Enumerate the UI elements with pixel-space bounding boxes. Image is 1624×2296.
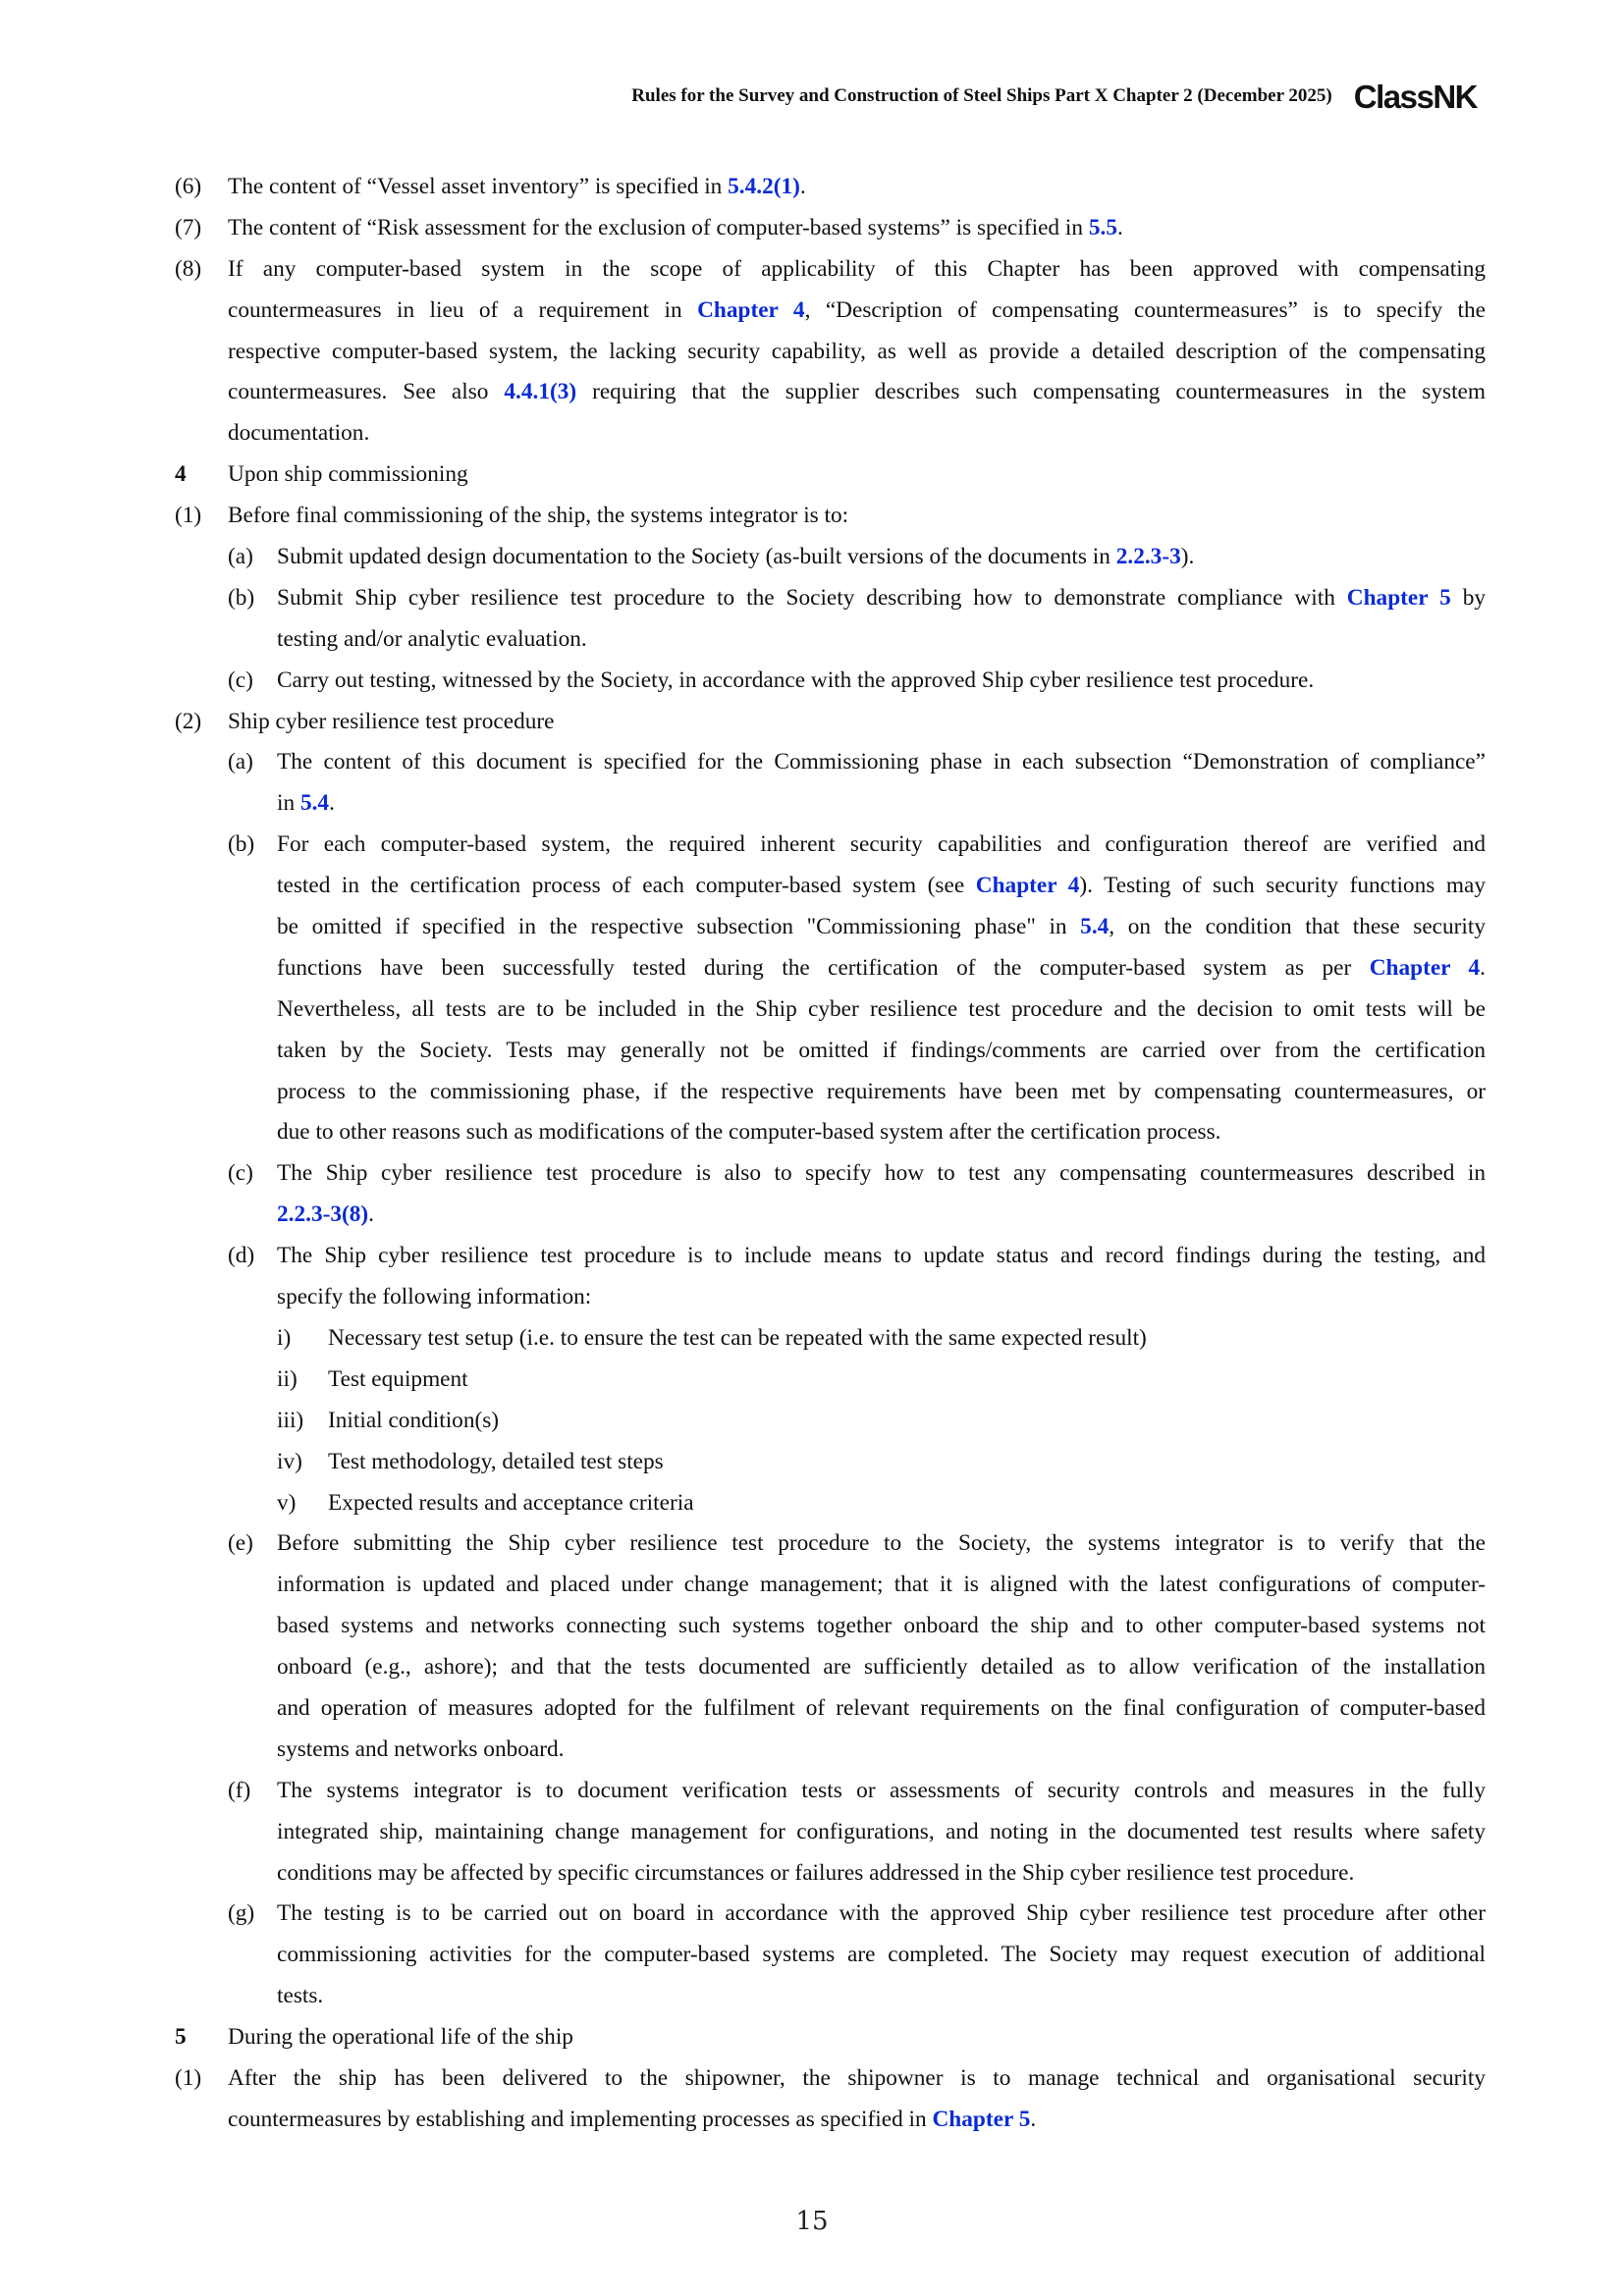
cross-reference-link[interactable]: 5.5 [1088, 214, 1117, 240]
text-run: in [277, 790, 300, 817]
text-run: . [1116, 214, 1123, 240]
text-run: Necessary test setup (i.e. to ensure the test can be repeated with the same expected result) [328, 1324, 1147, 1351]
text-run: The Ship cyber resilience test procedure is to include means to update status and record findings during the testing, and [277, 1243, 1486, 1269]
cross-reference-link[interactable]: 2.2.3-3(8) [277, 1201, 369, 1228]
list-marker: iv) [277, 1448, 302, 1474]
text-run: requiring that the supplier describes such compensating countermeasures in the system [576, 379, 1486, 405]
list-marker: (7) [175, 214, 202, 240]
text-line [175, 1688, 1486, 1730]
list-marker: 5 [175, 2024, 187, 2051]
text-run: Carry out testing, witnessed by the Society, in accordance with the approved Ship cyber resilience test procedure. [277, 667, 1315, 693]
list-marker: v) [277, 1489, 297, 1516]
text-line [175, 1072, 1486, 1113]
text-run: ). Testing of such security functions may [1079, 873, 1486, 899]
text-line [175, 291, 1486, 332]
text-line [175, 1195, 1486, 1236]
line-text [277, 866, 1486, 907]
text-line [175, 578, 1486, 619]
text-run: During the operational life of the ship [228, 2024, 573, 2051]
text-line [175, 332, 1486, 373]
text-run: functions have been successfully tested during the certification of the computer-based system as per [277, 954, 1370, 981]
list-marker: (2) [175, 708, 202, 734]
text-run: tests. [277, 1983, 324, 2009]
text-line [175, 372, 1486, 413]
line-text [228, 454, 1486, 496]
text-line [175, 742, 1486, 783]
line-text [277, 1688, 1486, 1730]
text-run: The content of “Vessel asset inventory” is specified in [228, 174, 729, 199]
line-text [277, 1565, 1486, 1606]
text-line [175, 1771, 1486, 1812]
document-body [175, 167, 1486, 2141]
line-text [328, 1442, 1486, 1483]
line-text [277, 1072, 1486, 1113]
line-text [277, 1031, 1486, 1072]
text-line [175, 1523, 1486, 1565]
text-line [175, 1812, 1486, 1853]
text-line [175, 1565, 1486, 1606]
text-line [175, 1153, 1486, 1195]
line-text [328, 1483, 1486, 1524]
line-text [277, 1935, 1486, 1976]
text-run: based systems and networks connecting such systems together onboard the ship and to other computer-based systems not [277, 1613, 1486, 1639]
line-text [228, 372, 1486, 413]
text-line [175, 948, 1486, 989]
list-marker: iii) [277, 1407, 304, 1433]
line-text [228, 413, 1486, 454]
list-marker: 4 [175, 461, 187, 488]
text-run: tested in the certification process of each computer-based system (see [277, 873, 976, 899]
text-run: Test equipment [328, 1365, 468, 1392]
text-run: . [1030, 2106, 1037, 2132]
text-line [175, 1935, 1486, 1976]
line-text [277, 783, 1486, 825]
line-text [277, 619, 1486, 661]
line-text [328, 1360, 1486, 1401]
text-run: After the ship has been delivered to the shipowner, the shipowner is to manage technical and organisational security [228, 2064, 1486, 2091]
text-run: by [1450, 584, 1486, 611]
text-run: taken by the Society. Tests may generally not be omitted if findings/comments are carried over from the certification [277, 1037, 1486, 1063]
line-text [277, 1277, 1486, 1318]
text-line [175, 454, 1486, 496]
line-text [277, 1812, 1486, 1853]
list-marker: (1) [175, 2064, 202, 2091]
line-text [277, 661, 1486, 702]
text-line [175, 1401, 1486, 1442]
line-text [277, 1730, 1486, 1771]
cross-reference-link[interactable]: Chapter 4 [975, 873, 1080, 899]
line-text [328, 1401, 1486, 1442]
text-run: . [329, 790, 335, 817]
line-text [328, 1318, 1486, 1360]
line-text [228, 2100, 1486, 2141]
list-marker: (e) [228, 1530, 253, 1557]
text-line [175, 1277, 1486, 1318]
text-run: The content of “Risk assessment for the exclusion of computer-based systems” is specified in [228, 214, 1089, 240]
list-marker: (a) [228, 749, 253, 775]
text-run: . [368, 1201, 374, 1228]
text-run: process to the commissioning phase, if the respective requirements have been met by compensating countermeasures, or [277, 1078, 1486, 1104]
line-text [277, 1647, 1486, 1688]
line-text [228, 291, 1486, 332]
text-run: The testing is to be carried out on board in accordance with the approved Ship cyber resilience test procedure after other [277, 1900, 1486, 1927]
text-run: Submit updated design documentation to the Society (as-built versions of the documents in [277, 544, 1116, 570]
text-run: Test methodology, detailed test steps [328, 1448, 664, 1474]
list-marker: (f) [228, 1777, 251, 1803]
line-text [277, 948, 1486, 989]
line-text [277, 742, 1486, 783]
text-run: Nevertheless, all tests are to be included in the Ship cyber resilience test procedure and the decision to omit tests will be [277, 995, 1486, 1022]
text-run: onboard (e.g., ashore); and that the tests documented are sufficiently detailed as to allow verification of the installation [277, 1654, 1486, 1681]
text-line [175, 537, 1486, 578]
text-run: due to other reasons such as modifications of the computer-based system after the certification process. [277, 1119, 1221, 1146]
line-text [277, 825, 1486, 866]
text-run: The content of this document is specified for the Commissioning phase in each subsection “Demonstration of compliance” [277, 749, 1486, 775]
text-run: If any computer-based system in the scope of applicability of this Chapter has been approved with compensating [228, 255, 1486, 282]
line-text [277, 1771, 1486, 1812]
text-line [175, 2058, 1486, 2100]
text-line [175, 167, 1486, 208]
line-text [228, 496, 1486, 537]
line-text [277, 1606, 1486, 1647]
line-text [277, 537, 1486, 578]
cross-reference-link[interactable]: 5.4 [1080, 914, 1110, 940]
text-line [175, 866, 1486, 907]
text-run: Before submitting the Ship cyber resilience test procedure to the Society, the systems integrator is to verify that the [277, 1530, 1486, 1557]
text-run: specify the following information: [277, 1284, 592, 1310]
list-marker: (c) [228, 667, 253, 693]
text-run: , “Description of compensating countermeasures” is to specify the [804, 296, 1486, 323]
text-run: integrated ship, maintaining change management for configurations, and noting in the documented test results where safety [277, 1818, 1486, 1844]
text-run: information is updated and placed under change management; that it is aligned with the latest configurations of computer- [277, 1572, 1486, 1598]
text-line [175, 702, 1486, 743]
text-line [175, 1647, 1486, 1688]
text-line [175, 1730, 1486, 1771]
text-line [175, 1483, 1486, 1524]
line-text [228, 2058, 1486, 2100]
text-line [175, 1442, 1486, 1483]
list-marker: (g) [228, 1900, 255, 1927]
cross-reference-link[interactable]: Chapter 5 [932, 2106, 1031, 2132]
list-marker: (b) [228, 831, 255, 858]
text-run: Ship cyber resilience test procedure [228, 708, 555, 734]
line-text [228, 208, 1486, 249]
line-text [228, 702, 1486, 743]
text-run: countermeasures. See also [228, 379, 505, 405]
text-line [175, 1894, 1486, 1935]
line-text [277, 1523, 1486, 1565]
text-run: documentation. [228, 420, 370, 447]
line-text [277, 1112, 1486, 1153]
classnk-logo: ClassNK [1353, 78, 1477, 115]
line-text [228, 167, 1486, 208]
text-line [175, 989, 1486, 1031]
text-line [175, 1318, 1486, 1360]
cross-reference-link[interactable]: 5.4 [299, 790, 330, 817]
text-line [175, 208, 1486, 249]
line-text [277, 1153, 1486, 1195]
text-line [175, 249, 1486, 291]
page-header [147, 77, 1477, 116]
text-run: Initial condition(s) [328, 1407, 500, 1433]
cross-reference-link[interactable]: Chapter 4 [697, 296, 805, 323]
text-run: and operation of measures adopted for the fulfilment of relevant requirements on the final configuration of computer-based [277, 1694, 1486, 1721]
text-line [175, 1031, 1486, 1072]
text-run: , on the condition that these security [1109, 914, 1486, 940]
text-line [175, 825, 1486, 866]
cross-reference-link[interactable]: Chapter 4 [1369, 954, 1481, 981]
list-marker: (c) [228, 1160, 253, 1187]
line-text [277, 1976, 1486, 2017]
line-text [228, 249, 1486, 291]
text-run: The systems integrator is to document verification tests or assessments of security controls and measures in the fully [277, 1777, 1486, 1803]
text-run: ). [1180, 544, 1195, 570]
line-text [277, 1853, 1486, 1895]
list-marker: i) [277, 1324, 292, 1351]
text-run: systems and networks onboard. [277, 1735, 565, 1762]
text-run: Submit Ship cyber resilience test procedure to the Society describing how to demonstrate compliance with [277, 584, 1347, 611]
text-run: respective computer-based system, the lacking security capability, as well as provide a detailed description of the compensating [228, 338, 1486, 364]
text-run: . [799, 174, 806, 199]
line-text [228, 332, 1486, 373]
text-run: . [1480, 954, 1486, 981]
line-text [277, 907, 1486, 948]
text-run: countermeasures in lieu of a requirement in [228, 296, 698, 323]
cross-reference-link[interactable]: Chapter 5 [1346, 584, 1451, 611]
line-text [277, 578, 1486, 619]
text-line [175, 1236, 1486, 1277]
text-line [175, 619, 1486, 661]
text-line [175, 1853, 1486, 1895]
list-marker: (6) [175, 174, 202, 199]
list-marker: (8) [175, 255, 202, 282]
text-line [175, 1976, 1486, 2017]
text-run: conditions may be affected by specific circumstances or failures addressed in the Ship cyber resilience test procedure. [277, 1859, 1355, 1886]
text-line [175, 2017, 1486, 2058]
text-run: For each computer-based system, the required inherent security capabilities and configuration thereof are verified and [277, 831, 1486, 858]
text-run: The Ship cyber resilience test procedure is also to specify how to test any compensating countermeasures described in [277, 1160, 1486, 1187]
cross-reference-link[interactable]: 4.4.1(3) [504, 379, 577, 405]
text-line [175, 413, 1486, 454]
page-number: 15 [795, 2207, 829, 2236]
header-title: Rules for the Survey and Construction of Steel Ships Part X Chapter 2 (December 2025) [631, 85, 1332, 106]
text-line [175, 1112, 1486, 1153]
text-run: commissioning activities for the computer-based systems are completed. The Society may request execution of additional [277, 1942, 1486, 1968]
text-run: Upon ship commissioning [228, 461, 468, 488]
text-line [175, 1606, 1486, 1647]
text-line [175, 1360, 1486, 1401]
list-marker: (1) [175, 503, 202, 529]
line-text [228, 2017, 1486, 2058]
line-text [277, 1195, 1486, 1236]
text-run: testing and/or analytic evaluation. [277, 625, 587, 652]
text-line [175, 496, 1486, 537]
text-line [175, 907, 1486, 948]
line-text [277, 1894, 1486, 1935]
cross-reference-link[interactable]: 2.2.3-3 [1115, 544, 1181, 570]
text-line [175, 2100, 1486, 2141]
list-marker: (d) [228, 1243, 255, 1269]
list-marker: (b) [228, 584, 255, 611]
line-text [277, 989, 1486, 1031]
text-run: countermeasures by establishing and implementing processes as specified in [228, 2106, 933, 2132]
text-run: Before final commissioning of the ship, the systems integrator is to: [228, 503, 849, 529]
list-marker: (a) [228, 544, 253, 570]
text-run: Expected results and acceptance criteria [328, 1489, 694, 1516]
text-line [175, 661, 1486, 702]
text-run: be omitted if specified in the respective subsection "Commissioning phase" in [277, 914, 1081, 940]
line-text [277, 1236, 1486, 1277]
text-line [175, 783, 1486, 825]
list-marker: ii) [277, 1365, 298, 1392]
cross-reference-link[interactable]: 5.4.2(1) [728, 174, 800, 199]
